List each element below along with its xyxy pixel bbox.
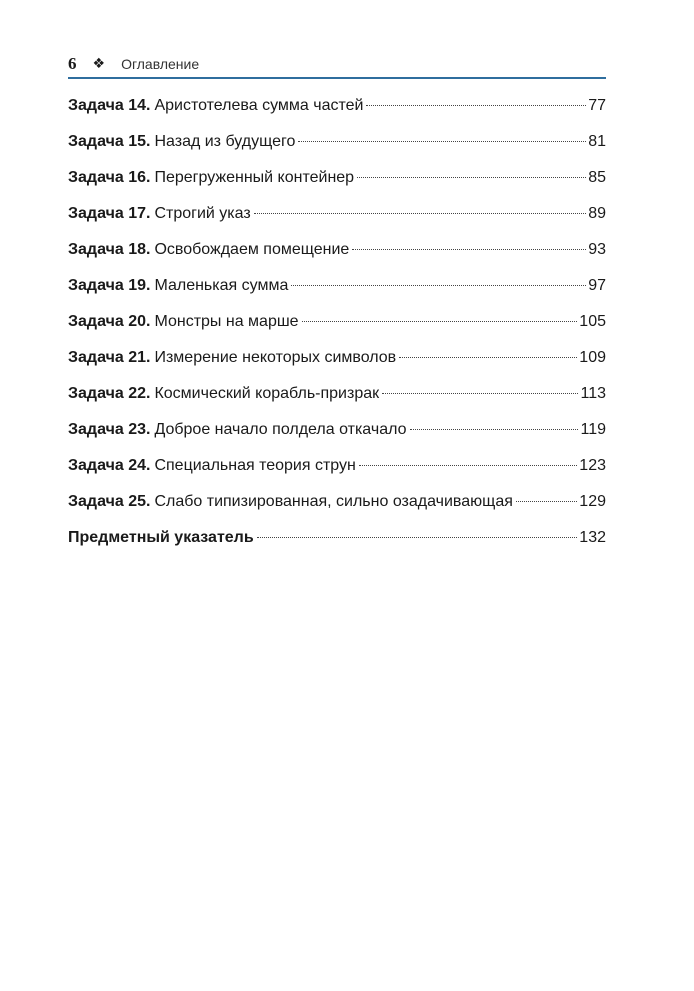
toc-entry-15[interactable] (68, 124, 606, 160)
toc-entry-title: Слабо типизированная, сильно озадачивающая (154, 493, 513, 510)
dot-leader (399, 357, 577, 358)
toc-entry-21[interactable] (68, 340, 606, 376)
toc-entry-title: Строгий указ (154, 205, 251, 222)
toc-entry-title: Монстры на марше (154, 313, 299, 330)
toc-entry-17[interactable] (68, 196, 606, 232)
toc-entry-18[interactable] (68, 232, 606, 268)
toc-entry-title: Маленькая сумма (154, 277, 289, 294)
dot-leader (298, 141, 586, 142)
toc-entry-title: Аристотелева сумма частей (154, 97, 364, 114)
toc-entry-page: 89 (588, 205, 606, 222)
page-number: 6 (68, 54, 77, 73)
toc-entry-label: Задача 21. (68, 349, 151, 366)
toc-entry-22[interactable] (68, 376, 606, 412)
toc-entry-page: 105 (579, 313, 606, 330)
toc-entry-title: Специальная теория струн (154, 457, 356, 474)
toc-entry-page: 123 (579, 457, 606, 474)
toc-entry-20[interactable] (68, 304, 606, 340)
dot-leader (366, 105, 586, 106)
table-of-contents (68, 88, 606, 556)
toc-entry-page: 109 (579, 349, 606, 366)
toc-entry-page: 119 (580, 421, 606, 438)
toc-entry-label: Задача 23. (68, 421, 151, 438)
toc-entry-page: 93 (588, 241, 606, 258)
toc-entry-page: 132 (579, 529, 606, 546)
dot-leader (410, 429, 579, 430)
toc-entry-23[interactable] (68, 412, 606, 448)
toc-entry-page: 129 (579, 493, 606, 510)
toc-entry-19[interactable] (68, 268, 606, 304)
toc-entry-page: 97 (588, 277, 606, 294)
toc-entry-title: Космический корабль-призрак (154, 385, 380, 402)
toc-entry-label: Задача 22. (68, 385, 151, 402)
toc-entry-label: Задача 17. (68, 205, 151, 222)
page-header (68, 52, 606, 76)
ornament-icon: ❖ (92, 56, 106, 72)
toc-entry-16[interactable] (68, 160, 606, 196)
toc-entry-page: 77 (588, 97, 606, 114)
toc-entry-page: 85 (588, 169, 606, 186)
toc-entry-title: Перегруженный контейнер (154, 169, 355, 186)
toc-entry-page: 113 (580, 385, 606, 402)
toc-entry-title: Освобождаем помещение (154, 241, 350, 258)
toc-entry-title: Доброе начало полдела откачало (154, 421, 407, 438)
dot-leader (254, 213, 587, 214)
toc-entry-label: Задача 18. (68, 241, 151, 258)
toc-entry-label: Задача 25. (68, 493, 151, 510)
toc-entry-label: Задача 15. (68, 133, 151, 150)
toc-entry-title: Предметный указатель (68, 529, 254, 546)
dot-leader (382, 393, 578, 394)
toc-entry-label: Задача 19. (68, 277, 151, 294)
dot-leader (291, 285, 586, 286)
dot-leader (257, 537, 578, 538)
dot-leader (359, 465, 577, 466)
dot-leader (357, 177, 586, 178)
toc-entry-label: Задача 20. (68, 313, 151, 330)
toc-entry-14[interactable] (68, 88, 606, 124)
dot-leader (352, 249, 586, 250)
header-rule (68, 77, 606, 79)
toc-entry-page: 81 (588, 133, 606, 150)
toc-entry-title: Назад из будущего (154, 133, 296, 150)
toc-entry-25[interactable] (68, 484, 606, 520)
toc-entry-label: Задача 14. (68, 97, 151, 114)
dot-leader (302, 321, 578, 322)
toc-entry-title: Измерение некоторых символов (154, 349, 397, 366)
toc-entry-label: Задача 24. (68, 457, 151, 474)
toc-entry-24[interactable] (68, 448, 606, 484)
toc-entry-index[interactable] (68, 520, 606, 556)
toc-entry-label: Задача 16. (68, 169, 151, 186)
dot-leader (516, 501, 577, 502)
running-header-title: Оглавление (121, 56, 200, 72)
